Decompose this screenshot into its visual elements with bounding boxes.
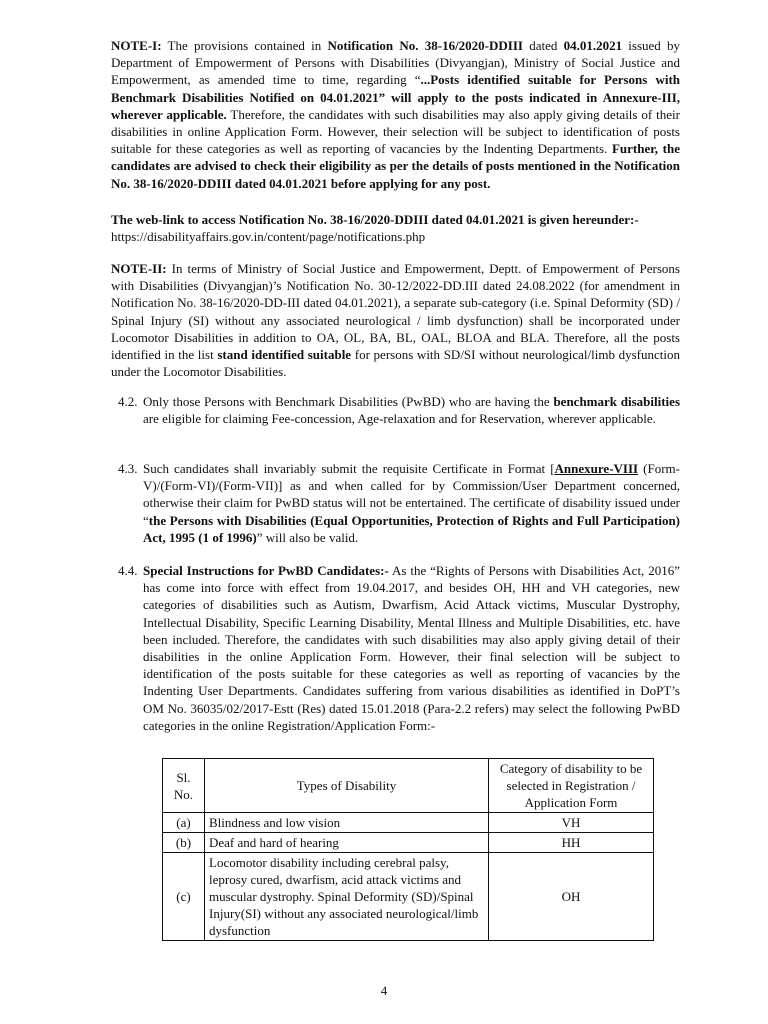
section-4-3	[111, 460, 680, 546]
section-text: Such candidates shall invariably submit the requisite Certificate in Format [Annexure-VIII (Form-V)/(Form-VI)/(Form-VII)] as and when called for by Commission/User Department concerned, otherwise their claim for PwBD status will not be entertained. The certificate of disability issued under “the Persons with Disabilities (Equal Opportunities, Protection of Rights and Full Participation) Act, 1995 (1 of 1996)” will also be valid.	[143, 461, 680, 545]
table-row	[163, 813, 654, 833]
header-category: Category of disability to be selected in Registration / Application Form	[489, 759, 654, 813]
header-disability-type: Types of Disability	[205, 759, 489, 813]
table-header-row	[163, 759, 654, 813]
weblink-url: https://disabilityaffairs.gov.in/content/page/notifications.php	[111, 229, 426, 245]
note-2-paragraph: NOTE-II: In terms of Ministry of Social Justice and Empowerment, Deptt. of Empowerment of Persons with Disabilities (Divyangjan)’s Notification No. 30-12/2022-DD.III dated 24.08.2022 (for amendment in Notification No. 38-16/2020-DD-III dated 04.01.2021), a separate sub-category (i.e. Spinal Deformity (SD) / Spinal Injury (SI) without any associated neurological / limb dysfunction) shall be incorporated under Locomotor Disabilities in addition to OA, OL, BA, BL, OAL, BLOA and BLA. Therefore, all the posts identified in the list stand identified suitable for persons with SD/SI without neurological/limb dysfunction under the Locomotor Disabilities.	[111, 261, 680, 380]
header-sl-no: Sl. No.	[163, 759, 205, 813]
cell-sl-no: (a)	[163, 813, 205, 833]
section-number: 4.2.	[118, 394, 138, 409]
table-row	[163, 853, 654, 941]
weblink-paragraph	[111, 211, 680, 245]
annexure-reference: Annexure-VIII	[554, 461, 639, 476]
section-text: Only those Persons with Benchmark Disabilities (PwBD) who are having the benchmark disabilities are eligible for claiming Fee-concession, Age-relaxation and for Reservation, wherever applicable.	[143, 394, 680, 427]
note-2-label: NOTE-II:	[111, 261, 167, 276]
cell-category: VH	[489, 813, 654, 833]
cell-sl-no: (b)	[163, 833, 205, 853]
note-1-paragraph: NOTE-I: The provisions contained in Notification No. 38-16/2020-DDIII dated 04.01.2021 issued by Department of Empowerment of Persons with Disabilities (Divyangjan), Ministry of Social Justice and Empowerment, as amended time to time, regarding “...Posts identified suitable for Persons with Benchmark Disabilities Notified on 04.01.2021” will apply to the posts indicated in Annexure-III, wherever applicable. Therefore, the candidates with such disabilities may also apply giving details of their disabilities in online Application Form. However, their selection will be subject to identification of posts suitable for these categories as well as reporting of vacancies by the Indenting Departments. Further, the candidates are advised to check their eligibility as per the details of posts mentioned in the Notification No. 38-16/2020-DDIII dated 04.01.2021 before applying for any post.	[111, 38, 681, 191]
cell-disability-type: Deaf and hard of hearing	[205, 833, 489, 853]
cell-sl-no: (c)	[163, 853, 205, 941]
section-number: 4.4.	[118, 563, 138, 578]
section-text: Special Instructions for PwBD Candidates:- As the “Rights of Persons with Disabilities Act, 2016” has come into force with effect from 19.04.2017, and besides OH, HH and VH categories, new categories of disabilities such as Autism, Dwarfism, Acid Attack victims, Muscular Dystrophy, Intellectual Disability, Specific Learning Disability, Mental Illness and Multiple Disabilities, etc. have been included. Therefore, the candidates with such disabilities may also apply giving detail of their disabilities in the online Application Form. However, their final selection will be subject to identification of the posts suitable for these categories as well as reporting of vacancies by the Indenting User Departments. Candidates suffering from various disabilities as identified in DoPT’s OM No. 36035/02/2017-Estt (Res) dated 15.01.2018 (Para-2.2 refers) may select the following PwBD categories in the online Registration/Application Form:-	[143, 563, 680, 733]
section-4-2	[111, 393, 680, 427]
cell-category: HH	[489, 833, 654, 853]
table-row	[163, 833, 654, 853]
cell-category: OH	[489, 853, 654, 941]
cell-disability-type: Locomotor disability including cerebral palsy, leprosy cured, dwarfism, acid attack victims and muscular dystrophy. Spinal Deformity (SD)/Spinal Injury(SI) without any associated neurological/limb dysfunction	[205, 853, 489, 941]
note-1-label: NOTE-I:	[111, 38, 162, 53]
page-number: 4	[380, 983, 388, 998]
section-4-4	[111, 562, 680, 734]
section-number: 4.3.	[118, 461, 138, 476]
pwbd-category-table	[162, 758, 654, 941]
cell-disability-type: Blindness and low vision	[205, 813, 489, 833]
weblink-heading: The web-link to access Notification No. 38-16/2020-DDIII dated 04.01.2021 is given hereunder:-	[111, 212, 639, 227]
